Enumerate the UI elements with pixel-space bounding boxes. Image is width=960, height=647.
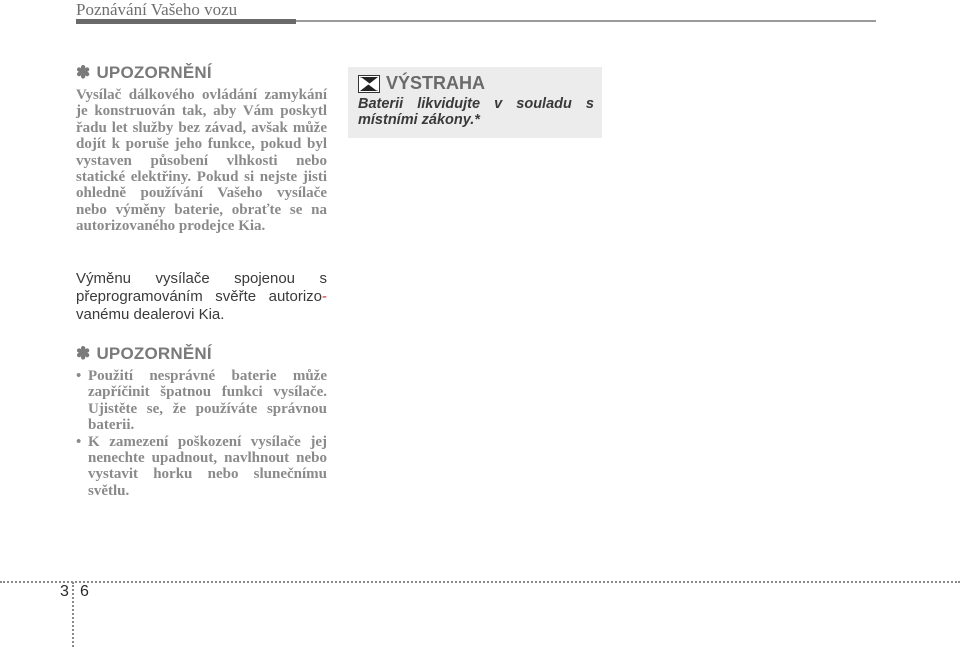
no-disposal-icon — [358, 75, 380, 93]
list-item — [76, 368, 327, 434]
note1-heading — [76, 63, 212, 83]
note2-heading — [76, 344, 212, 364]
bullet-icon: • — [76, 368, 82, 384]
body-hyphen: - — [322, 288, 327, 305]
header-rule-accent — [76, 19, 296, 24]
note1-text-block — [76, 87, 327, 235]
body-paragraph — [76, 270, 327, 324]
warning-box — [348, 67, 602, 138]
page-header-title: Poznávání Vašeho vozu — [76, 0, 238, 19]
warning-heading — [358, 73, 485, 94]
body-text-b: vanému dealerovi Kia. — [76, 306, 225, 323]
note2-item-1: Použití nesprávné baterie může zapříčinit špatnou funkci vysílače. Ujistěte se, že používáte správnou baterii. — [88, 368, 327, 434]
warning-text: Baterii likvidujte v souladu s místními zákony.* — [358, 96, 594, 128]
body-text-a: Výměnu vysílače spojenou s přeprogramováním svěřte autorizo — [76, 270, 327, 305]
note2-item-2: K zamezení poškození vysílače jej nenechte upadnout, navlhnout nebo vystavit horku nebo slunečnímu světlu. — [88, 433, 327, 499]
note1-title: UPOZORNĚNÍ — [96, 63, 212, 82]
page-number: 6 — [80, 583, 89, 600]
warning-title: VÝSTRAHA — [386, 73, 486, 93]
footer-divider — [0, 581, 960, 583]
page-chapter-number: 3 — [60, 583, 69, 600]
bullet-icon: • — [76, 433, 82, 450]
list-item — [76, 434, 327, 500]
asterisk-icon: ✽ — [76, 344, 91, 363]
footer-page-separator — [72, 582, 74, 647]
note2-title: UPOZORNĚNÍ — [96, 344, 212, 363]
note2-list — [76, 368, 327, 499]
note1-text: Vysílač dálkového ovládání zamykání je konstruován tak, aby Vám poskytl řadu let služby bez závad, avšak může dojít k poruše jeho funkce, pokud byl vystaven působení vlhkosti nebo statické elektřiny. Pokud si nejste jisti ohledně používání Vašeho vysílače nebo výměny baterie, obraťte se na autorizovaného prodejce Kia. — [76, 87, 327, 235]
asterisk-icon: ✽ — [76, 63, 91, 82]
